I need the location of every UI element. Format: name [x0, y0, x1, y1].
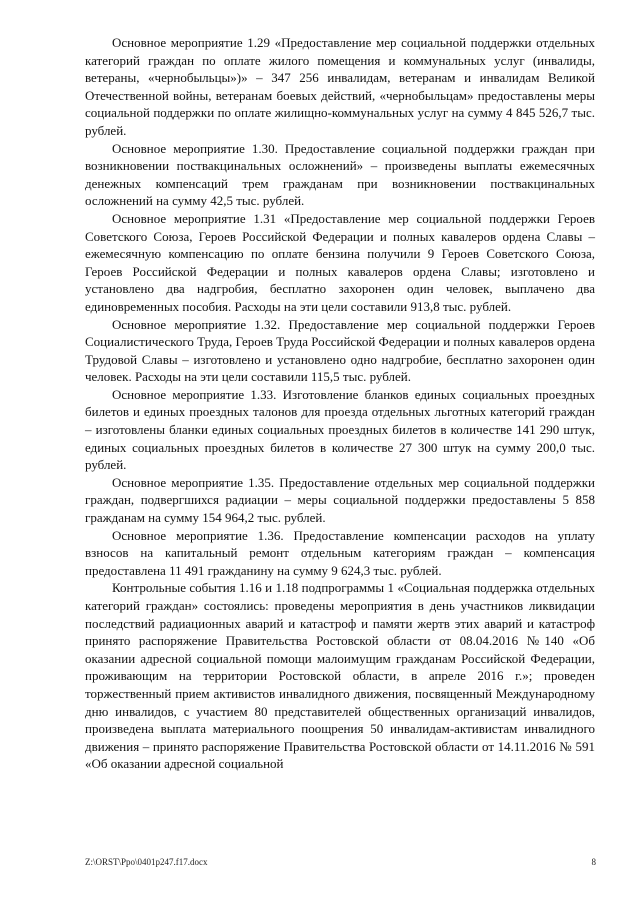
paragraph-measure-1-32: Основное мероприятие 1.32. Предоставление мер социальной поддержки Героев Социалистического Труда, Героев Труда Российской Федерации и полных кавалеров ордена Трудовой Славы – изготовлено и установлено одно надгробие, бесплатно захоронен один человек. Расходы на эти цели составили 115,5 тыс. рублей. [85, 316, 595, 385]
paragraph-measure-1-36: Основное мероприятие 1.36. Предоставление компенсации расходов на уплату взносов на капитальный ремонт отдельным категориям граждан – компенсация предоставлена 11 491 гражданину на сумму 9 624,3 тыс. рублей. [85, 527, 595, 578]
document-body [85, 34, 595, 773]
footer-page-number: 8 [591, 857, 596, 867]
paragraph-measure-1-29: Основное мероприятие 1.29 «Предоставление мер социальной поддержки отдельных категорий граждан по оплате жилого помещения и коммунальных услуг (инвалиды, ветераны, «чернобыльцы»)» – 347 256 инвалидам, ветеранам и инвалидам Великой Отечественной войны, ветеранам боевых действий, «чернобыльцам» предоставлены меры социальной поддержки по оплате жилищно-коммунальных услуг на сумму 4 845 526,7 тыс. рублей. [85, 35, 595, 138]
paragraph-measure-1-35: Основное мероприятие 1.35. Предоставление отдельных мер социальной поддержки граждан, подвергшихся радиации – меры социальной поддержки предоставлены 5 858 гражданам на сумму 154 964,2 тыс. рублей. [85, 474, 595, 526]
footer-file-path: Z:\ORST\Ppo\0401p247.f17.docx [85, 857, 208, 867]
paragraph-measure-1-31: Основное мероприятие 1.31 «Предоставление мер социальной поддержки Героев Советского Союза, Героев Российской Федерации и полных кавалеров ордена Славы – ежемесячную компенсацию по оплате бензина получили 9 Героев Советского Союза, Героев Российской Федерации и полных кавалеров ордена Славы; изготовлено и установлено два надгробия, бесплатно захоронен один человек, выплачено два единовременных пособия. Расходы на эти цели составили 913,8 тыс. рублей. [85, 210, 595, 314]
paragraph-measure-1-33: Основное мероприятие 1.33. Изготовление бланков единых социальных проездных билетов и единых проездных талонов для проезда отдельных льготных категорий граждан – изготовлены бланки единых социальных проездных билетов в количестве 141 290 штук, единых социальных проездных билетов в количестве 27 300 штук на сумму 200,0 тыс. рублей. [85, 386, 595, 473]
paragraph-measure-1-30: Основное мероприятие 1.30. Предоставление социальной поддержки граждан при возникновении поствакцинальных осложнений» – произведены выплаты ежемесячных денежных компенсаций трем гражданам при возникновении поствакцинальных осложнений на сумму 42,5 тыс. рублей. [85, 140, 595, 209]
paragraph-control-events: Контрольные события 1.16 и 1.18 подпрограммы 1 «Социальная поддержка отдельных категорий граждан» состоялись: проведены мероприятия в день участников ликвидации последствий радиационных аварий и катастроф и памяти жертв этих аварий и катастроф принято распоряжение Правительства Ростовской области от 08.04.2016 №140 «Об оказании адресной социальной помощи малоимущим гражданам Российской Федерации, проживающим на территории Ростовской области, в апреле 2016 г.»; проведен торжественный прием активистов инвалидного движения, посвященный Международному дню инвалидов, с участием 80 представителей общественных организаций инвалидов, произведена выплата материального поощрения 50 инвалидам-активистам инвалидного движения – принято распоряжение Правительства Ростовской области от 14.11.2016 № 591 «Об оказании адресной социальной [85, 580, 595, 772]
